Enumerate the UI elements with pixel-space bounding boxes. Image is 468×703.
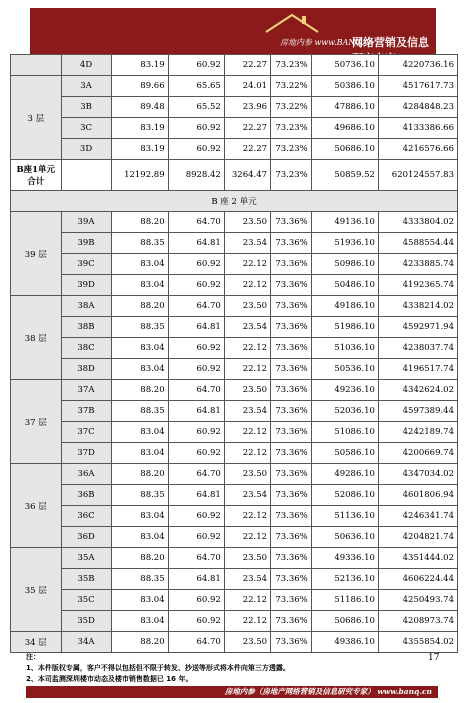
- table-row: [11, 338, 458, 359]
- value-cell: 88.20: [111, 296, 168, 317]
- value-cell: 4133386.66: [378, 118, 457, 139]
- section-row: [11, 191, 458, 212]
- unit-cell: 34A: [61, 632, 111, 653]
- value-cell: 73.36%: [271, 590, 312, 611]
- value-cell: 64.70: [168, 632, 224, 653]
- value-cell: 23.50: [224, 464, 270, 485]
- value-cell: 73.23%: [271, 118, 312, 139]
- value-cell: 73.36%: [271, 611, 312, 632]
- section-label: B 座 2 单元: [11, 191, 458, 212]
- value-cell: 83.04: [111, 422, 168, 443]
- value-cell: 60.92: [168, 139, 224, 160]
- value-cell: 49386.10: [311, 632, 378, 653]
- floor-cell: 36 层: [11, 464, 62, 548]
- value-cell: 50486.10: [311, 275, 378, 296]
- value-cell: 52086.10: [311, 485, 378, 506]
- value-cell: 23.50: [224, 548, 270, 569]
- value-cell: 49336.10: [311, 548, 378, 569]
- table-row: [11, 506, 458, 527]
- table-row: [11, 611, 458, 632]
- value-cell: 23.50: [224, 212, 270, 233]
- floor-cell: 35 层: [11, 548, 62, 632]
- value-cell: 88.20: [111, 548, 168, 569]
- value-cell: 50636.10: [311, 527, 378, 548]
- value-cell: 73.36%: [271, 506, 312, 527]
- value-cell: 73.36%: [271, 401, 312, 422]
- page-number: 17: [428, 653, 440, 663]
- value-cell: 83.04: [111, 527, 168, 548]
- footer-bar: [26, 686, 438, 698]
- value-cell: 60.92: [168, 422, 224, 443]
- value-cell: 60.92: [168, 590, 224, 611]
- value-cell: 4192365.74: [378, 275, 457, 296]
- value-cell: 51086.10: [311, 422, 378, 443]
- floor-cell: B座1单元合计: [11, 160, 62, 191]
- value-cell: 50736.10: [311, 55, 378, 76]
- unit-cell: 39C: [61, 254, 111, 275]
- value-cell: 4351444.02: [378, 548, 457, 569]
- value-cell: 88.35: [111, 485, 168, 506]
- unit-cell: 38A: [61, 296, 111, 317]
- value-cell: 73.36%: [271, 254, 312, 275]
- value-cell: 12192.89: [111, 160, 168, 191]
- value-cell: 73.36%: [271, 212, 312, 233]
- unit-cell: 36C: [61, 506, 111, 527]
- value-cell: 49286.10: [311, 464, 378, 485]
- value-cell: 22.27: [224, 55, 270, 76]
- unit-cell: 36D: [61, 527, 111, 548]
- value-cell: 73.36%: [271, 443, 312, 464]
- value-cell: 73.36%: [271, 338, 312, 359]
- value-cell: 51136.10: [311, 506, 378, 527]
- value-cell: 60.92: [168, 359, 224, 380]
- value-cell: 88.20: [111, 464, 168, 485]
- table-row: [11, 401, 458, 422]
- value-cell: 4204821.74: [378, 527, 457, 548]
- value-cell: 88.35: [111, 569, 168, 590]
- value-cell: 22.12: [224, 275, 270, 296]
- value-cell: 24.01: [224, 76, 270, 97]
- value-cell: 4238037.74: [378, 338, 457, 359]
- value-cell: 4208973.74: [378, 611, 457, 632]
- note-label: 注：: [26, 653, 40, 661]
- unit-cell: 35A: [61, 548, 111, 569]
- floor-cell: 3 层: [11, 76, 62, 160]
- value-cell: 50586.10: [311, 443, 378, 464]
- value-cell: 73.36%: [271, 317, 312, 338]
- value-cell: 73.36%: [271, 527, 312, 548]
- value-cell: 65.65: [168, 76, 224, 97]
- unit-cell: 4D: [61, 55, 111, 76]
- table-row: [11, 632, 458, 653]
- value-cell: 23.54: [224, 485, 270, 506]
- footer-bar-text: 房地内参（房地产网络营销及信息研究专家） www.banq.cn: [224, 687, 432, 696]
- value-cell: 49686.10: [311, 118, 378, 139]
- table-row: [11, 97, 458, 118]
- value-cell: 23.54: [224, 569, 270, 590]
- value-cell: 89.48: [111, 97, 168, 118]
- value-cell: 73.23%: [271, 160, 312, 191]
- value-cell: 88.20: [111, 380, 168, 401]
- value-cell: 64.70: [168, 296, 224, 317]
- unit-cell: 36B: [61, 485, 111, 506]
- table-row: [11, 76, 458, 97]
- value-cell: 73.22%: [271, 97, 312, 118]
- value-cell: 22.12: [224, 506, 270, 527]
- value-cell: 83.04: [111, 590, 168, 611]
- value-cell: 51186.10: [311, 590, 378, 611]
- value-cell: 22.12: [224, 590, 270, 611]
- value-cell: 4347034.02: [378, 464, 457, 485]
- table-row: [11, 212, 458, 233]
- table-row: [11, 485, 458, 506]
- value-cell: 4597389.44: [378, 401, 457, 422]
- unit-cell: 39D: [61, 275, 111, 296]
- unit-cell: 38B: [61, 317, 111, 338]
- value-cell: 4196517.74: [378, 359, 457, 380]
- value-cell: 83.04: [111, 275, 168, 296]
- value-cell: 8928.42: [168, 160, 224, 191]
- unit-cell: 38C: [61, 338, 111, 359]
- unit-cell: 36A: [61, 464, 111, 485]
- unit-cell: 37D: [61, 443, 111, 464]
- price-table: [10, 54, 458, 653]
- unit-cell: 37C: [61, 422, 111, 443]
- value-cell: 4216576.66: [378, 139, 457, 160]
- value-cell: 60.92: [168, 338, 224, 359]
- unit-cell: 37A: [61, 380, 111, 401]
- value-cell: 73.36%: [271, 233, 312, 254]
- value-cell: 4200669.74: [378, 443, 457, 464]
- house-logo-icon: [262, 12, 322, 34]
- value-cell: 4592971.94: [378, 317, 457, 338]
- value-cell: 64.81: [168, 569, 224, 590]
- table-row: [11, 380, 458, 401]
- value-cell: 23.96: [224, 97, 270, 118]
- value-cell: 22.12: [224, 254, 270, 275]
- value-cell: 50686.10: [311, 611, 378, 632]
- table-row: [11, 443, 458, 464]
- value-cell: 83.19: [111, 55, 168, 76]
- unit-cell: 35C: [61, 590, 111, 611]
- value-cell: 4606224.44: [378, 569, 457, 590]
- value-cell: 49186.10: [311, 296, 378, 317]
- table-row: [11, 254, 458, 275]
- value-cell: 83.04: [111, 359, 168, 380]
- value-cell: 73.36%: [271, 632, 312, 653]
- unit-cell: 3A: [61, 76, 111, 97]
- value-cell: 83.19: [111, 139, 168, 160]
- value-cell: 22.27: [224, 118, 270, 139]
- value-cell: 64.81: [168, 401, 224, 422]
- value-cell: 73.22%: [271, 76, 312, 97]
- value-cell: 73.36%: [271, 485, 312, 506]
- unit-cell: 3D: [61, 139, 111, 160]
- value-cell: 23.50: [224, 380, 270, 401]
- value-cell: 22.12: [224, 527, 270, 548]
- value-cell: 64.81: [168, 233, 224, 254]
- value-cell: 88.20: [111, 212, 168, 233]
- value-cell: 4242189.74: [378, 422, 457, 443]
- value-cell: 22.12: [224, 422, 270, 443]
- note-2: 2、本司监测深圳楼市动态及楼市销售数据已 16 年。: [26, 675, 193, 683]
- value-cell: 47886.10: [311, 97, 378, 118]
- value-cell: 88.35: [111, 401, 168, 422]
- value-cell: 23.54: [224, 317, 270, 338]
- value-cell: 73.23%: [271, 55, 312, 76]
- value-cell: 64.70: [168, 212, 224, 233]
- value-cell: 50536.10: [311, 359, 378, 380]
- floor-cell: 34 层: [11, 632, 62, 653]
- unit-cell: 39A: [61, 212, 111, 233]
- value-cell: 88.35: [111, 233, 168, 254]
- value-cell: 52036.10: [311, 401, 378, 422]
- value-cell: 23.50: [224, 296, 270, 317]
- value-cell: 3264.47: [224, 160, 270, 191]
- value-cell: 22.12: [224, 338, 270, 359]
- value-cell: 83.04: [111, 443, 168, 464]
- note-1: 1、本件版权专属，客户不得以包括但不限于转发、抄送等形式将本件向第三方透露。: [26, 664, 290, 672]
- value-cell: 73.36%: [271, 275, 312, 296]
- value-cell: 4250493.74: [378, 590, 457, 611]
- table-row: [11, 590, 458, 611]
- value-cell: 4284848.23: [378, 97, 457, 118]
- brand-title: 网络营销及信息研究专家: [352, 36, 429, 65]
- value-cell: 49236.10: [311, 380, 378, 401]
- value-cell: 88.20: [111, 632, 168, 653]
- table-row: [11, 317, 458, 338]
- table-row: [11, 296, 458, 317]
- value-cell: 22.12: [224, 443, 270, 464]
- value-cell: 51036.10: [311, 338, 378, 359]
- value-cell: 73.36%: [271, 380, 312, 401]
- value-cell: 22.27: [224, 139, 270, 160]
- table-row: [11, 139, 458, 160]
- value-cell: 73.36%: [271, 548, 312, 569]
- value-cell: 50859.52: [311, 160, 378, 191]
- value-cell: 73.36%: [271, 359, 312, 380]
- table-row: [11, 55, 458, 76]
- unit-cell: 3C: [61, 118, 111, 139]
- unit-cell: 38D: [61, 359, 111, 380]
- table-row: [11, 275, 458, 296]
- value-cell: 22.12: [224, 611, 270, 632]
- value-cell: 23.54: [224, 233, 270, 254]
- value-cell: 4601806.94: [378, 485, 457, 506]
- unit-cell: 35B: [61, 569, 111, 590]
- unit-cell: 37B: [61, 401, 111, 422]
- floor-cell: 38 层: [11, 296, 62, 380]
- table-row: [11, 548, 458, 569]
- value-cell: 4342624.02: [378, 380, 457, 401]
- floor-cell: 39 层: [11, 212, 62, 296]
- value-cell: 60.92: [168, 118, 224, 139]
- value-cell: 51936.10: [311, 233, 378, 254]
- table-row: [11, 527, 458, 548]
- value-cell: 4355854.02: [378, 632, 457, 653]
- value-cell: 22.12: [224, 359, 270, 380]
- value-cell: 73.23%: [271, 139, 312, 160]
- table-row: [11, 422, 458, 443]
- value-cell: 83.04: [111, 611, 168, 632]
- value-cell: 49136.10: [311, 212, 378, 233]
- value-cell: 60.92: [168, 55, 224, 76]
- value-cell: 60.92: [168, 611, 224, 632]
- value-cell: 64.70: [168, 464, 224, 485]
- value-cell: 60.92: [168, 275, 224, 296]
- brand-site: 房地内参 www.BANQ.cn: [280, 38, 374, 47]
- floor-cell: 37 层: [11, 380, 62, 464]
- value-cell: 50986.10: [311, 254, 378, 275]
- value-cell: 88.35: [111, 317, 168, 338]
- value-cell: 60.92: [168, 527, 224, 548]
- table-row: [11, 464, 458, 485]
- unit-cell: 39B: [61, 233, 111, 254]
- value-cell: 73.36%: [271, 569, 312, 590]
- value-cell: 60.92: [168, 254, 224, 275]
- value-cell: 620124557.83: [378, 160, 457, 191]
- value-cell: 60.92: [168, 506, 224, 527]
- value-cell: 73.36%: [271, 422, 312, 443]
- value-cell: 4233885.74: [378, 254, 457, 275]
- value-cell: 73.36%: [271, 464, 312, 485]
- value-cell: 83.19: [111, 118, 168, 139]
- value-cell: 4220736.16: [378, 55, 457, 76]
- value-cell: 60.92: [168, 443, 224, 464]
- value-cell: 4517617.73: [378, 76, 457, 97]
- value-cell: 64.81: [168, 485, 224, 506]
- table-row: [11, 359, 458, 380]
- value-cell: 23.54: [224, 401, 270, 422]
- value-cell: 50386.10: [311, 76, 378, 97]
- value-cell: 83.04: [111, 338, 168, 359]
- unit-cell: 35D: [61, 611, 111, 632]
- table-row: [11, 118, 458, 139]
- value-cell: 23.50: [224, 632, 270, 653]
- value-cell: 4588554.44: [378, 233, 457, 254]
- value-cell: 50686.10: [311, 139, 378, 160]
- table-row: [11, 569, 458, 590]
- value-cell: 64.70: [168, 548, 224, 569]
- value-cell: 73.36%: [271, 296, 312, 317]
- value-cell: 4338214.02: [378, 296, 457, 317]
- floor-cell: [11, 55, 62, 76]
- unit-cell: 3B: [61, 97, 111, 118]
- unit-cell: [61, 160, 111, 191]
- value-cell: 89.66: [111, 76, 168, 97]
- value-cell: 83.04: [111, 254, 168, 275]
- value-cell: 4333804.02: [378, 212, 457, 233]
- value-cell: 51986.10: [311, 317, 378, 338]
- value-cell: 64.70: [168, 380, 224, 401]
- value-cell: 4246341.74: [378, 506, 457, 527]
- value-cell: 64.81: [168, 317, 224, 338]
- value-cell: 52136.10: [311, 569, 378, 590]
- value-cell: 83.04: [111, 506, 168, 527]
- footer-notes: [26, 652, 456, 685]
- table-row: [11, 160, 458, 191]
- value-cell: 65.52: [168, 97, 224, 118]
- table-row: [11, 233, 458, 254]
